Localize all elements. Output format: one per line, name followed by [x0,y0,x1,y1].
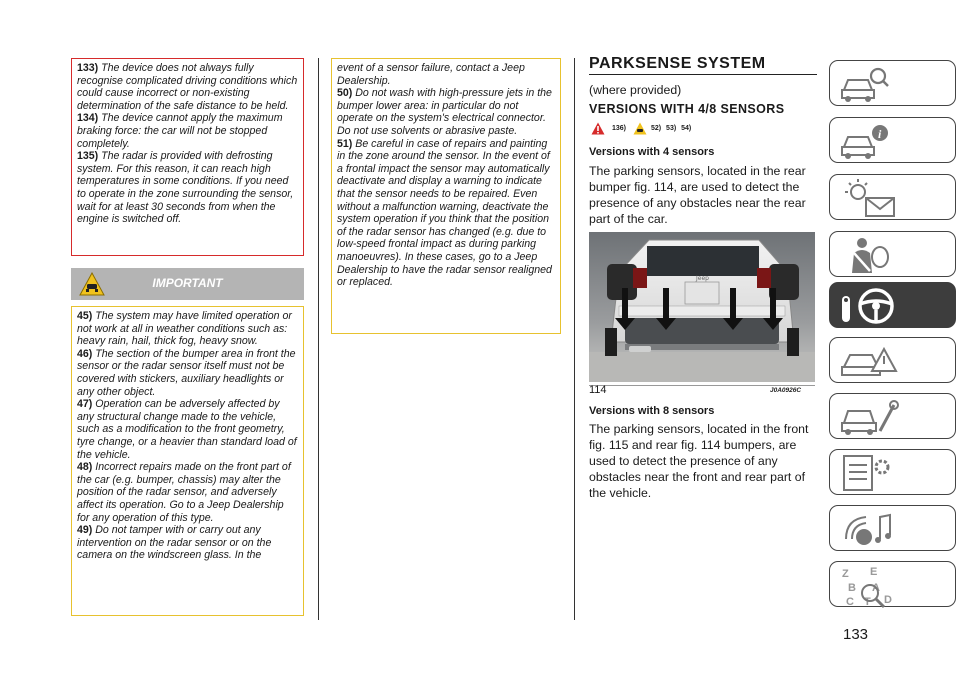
note-134: 134) The device cannot apply the maximum braking force: the car will not be stopped completely. [77,112,283,150]
chapter-tab-1[interactable] [829,60,956,106]
caution-refs: 52) 53) 54) [651,125,692,132]
svg-text:Z: Z [842,568,849,580]
title-rule [589,74,817,75]
important-box-continued [331,58,561,334]
airbag-seatbelt-icon [840,235,890,275]
column-divider-1 [318,58,319,620]
section-title: PARKSENSE SYSTEM [589,55,766,72]
svg-text:T: T [864,596,871,608]
chapter-tab-9[interactable] [829,505,956,551]
paragraph-4-sensors: The parking sensors, located in the rear bumper fig. 114, are used to detect the presence of any obstacles near the rear part of the car. [589,164,806,226]
figure-rule [589,385,815,386]
figure-code: J0A0926C [770,387,802,394]
important-box [71,306,304,616]
sun-envelope-icon [840,178,900,218]
note-50: 50) Do not wash with high-pressure jets in the bumper lower area: in particular do not operate on the system's electrical connector. Do not use solvents or abrasive paste. [337,87,552,137]
sub-heading-4-sensors: Versions with 4 sensors [589,146,715,158]
note-49-continued: event of a sensor failure, contact a Jeep Dealership. [337,62,525,87]
chapter-tab-5-active[interactable] [829,282,956,328]
note-135: 135) The radar is provided with defrosting system. For this reason, it can reach high temperatures in some conditions. If you need to operate in the zone surrounding the sensor, wait for at least 30 seconds from when the engine is switched off. [77,150,294,226]
car-rear-sensors-photo [589,232,815,382]
caution-car-icon [633,122,647,135]
figure-number: 114 [589,384,607,396]
subsection-title: VERSIONS WITH 4/8 SENSORS [589,102,785,116]
danger-warning-icon [591,122,605,135]
svg-text:Jeep: Jeep [696,275,709,282]
note-46: 46) The section of the bumper area in front the sensor or the radar sensor itself must not be covered with stickers, auxiliary headlights or any other object. [77,347,296,398]
svg-text:B: B [848,582,856,594]
note-49: 49) Do not tamper with or carry out any intervention on the radar sensor or on the camera on the windscreen glass. In the [77,524,272,562]
key-steering-wheel-icon [840,286,910,328]
chapter-tab-2[interactable] [829,117,956,163]
danger-refs: 136) [612,125,627,132]
car-warning-icon [840,341,900,381]
chapter-tab-7[interactable] [829,393,956,439]
chapter-tab-10[interactable] [829,561,956,607]
sub-heading-8-sensors: Versions with 8 sensors [589,405,715,417]
chapter-tab-3[interactable] [829,174,956,220]
page-number: 133 [843,626,869,643]
chapter-tab-4[interactable] [829,231,956,277]
spec-sheet-gear-icon [840,453,900,493]
note-133: 133) The device does not always fully recognise complicated driving conditions which could cause incorrect or non-existing determination of the safe distance to be held. [77,62,298,112]
note-48: 48) Incorrect repairs made on the front part of the car (e.g. bumper, chassis) may alter the position of the radar sensor, and adversely affect its operation. Go to a Jeep Dealership for any operation of this type. [77,461,291,524]
svg-text:D: D [884,594,892,606]
car-wrench-icon [840,397,900,437]
svg-text:A: A [872,582,880,594]
svg-text:i: i [878,127,882,141]
car-info-icon [840,121,890,161]
paragraph-8-sensors: The parking sensors, located in the front fig. 115 and rear fig. 114 bumpers, are used to detect the presence of any obstacles near the front and rear part of the vehicle. [589,422,809,500]
car-search-icon [840,64,890,104]
alphabet-index-icon [840,565,900,609]
notes-box-red [71,58,304,256]
svg-text:C: C [846,596,854,608]
important-title: IMPORTANT [152,276,223,290]
where-provided: (where provided) [589,83,682,97]
chapter-tab-8[interactable] [829,449,956,495]
figure-114 [589,232,815,382]
svg-text:E: E [870,566,878,578]
column-divider-2 [574,58,575,620]
multimedia-icon [840,509,900,549]
note-47: 47) Operation can be adversely affected by any structural change made to the vehicle, such as a modification to the front geometry, tyre change, or a heavier than standard load of the vehicle. [77,398,297,461]
note-51: 51) Be careful in case of repairs and painting in the zone around the sensor. In the event of a frontal impact the sensor may automatically deactivate and display a warning to indicate that the sensor needs to be repaired. Even without a malfunction warning, deactivate the system operation if you think that the position of the radar sensor has changed (e.g. due to low-speed frontal impact as during parking manoeuvres). In these cases, go to a Jeep Dealership to have the radar sensor realigned or replaced. [337,137,552,289]
note-45: 45) The system may have limited operation or not work at all in weather conditions such as: heavy rain, hail, thick fog, heavy snow. [77,310,292,348]
important-header [71,268,304,300]
chapter-tab-6[interactable] [829,337,956,383]
